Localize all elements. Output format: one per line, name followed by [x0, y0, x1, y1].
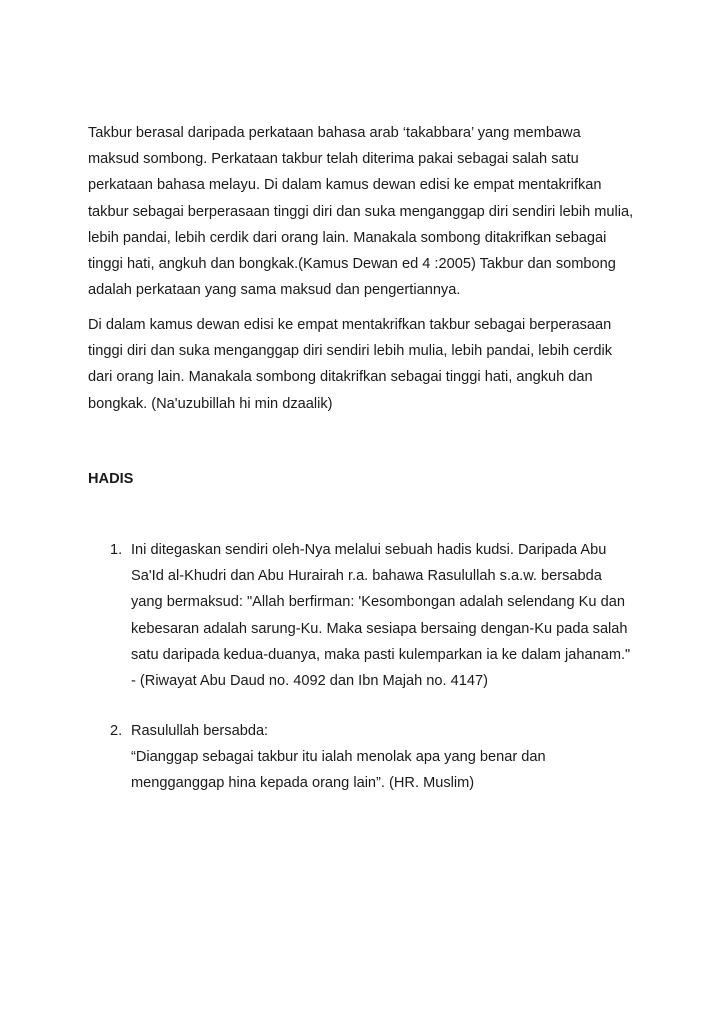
text-line: takbur sebagai berperasaan tinggi diri dan suka menganggap diri sendiri lebih mulia,: [88, 203, 634, 220]
text-line: “Dianggap sebagai takbur itu ialah menolak apa yang benar dan: [131, 749, 546, 766]
text-line: kebesaran adalah sarung-Ku. Maka sesiapa bersaing dengan-Ku pada salah: [131, 620, 628, 637]
text-line: mengganggap hina kepada orang lain”. (HR. Muslim): [131, 775, 475, 792]
section-heading: HADIS: [88, 471, 134, 487]
text-line: Di dalam kamus dewan edisi ke empat mentakrifkan takbur sebagai berperasaan: [88, 317, 612, 333]
list-number: 2.: [110, 723, 123, 739]
text-line: Takbur berasal daripada perkataan bahasa arab ‘takabbara’ yang membawa: [88, 125, 581, 141]
text-line: Sa'Id al-Khudri dan Abu Hurairah r.a. bahawa Rasulullah s.a.w. bersabda: [131, 568, 602, 585]
text-line: Ini ditegaskan sendiri oleh-Nya melalui sebuah hadis kudsi. Daripada Abu: [131, 542, 607, 558]
text-line: maksud sombong. Perkataan takbur telah diterima pakai sebagai salah satu: [88, 151, 579, 168]
text-line: tinggi diri dan suka menganggap diri sendiri lebih mulia, lebih pandai, lebih cerdik: [88, 343, 613, 360]
paragraph-kamus-dewan: [88, 312, 648, 417]
text-line: yang bermaksud: "Allah berfirman: 'Kesombongan adalah selendang Ku dan: [131, 594, 625, 611]
list-item-text: [131, 718, 546, 797]
text-line: dari orang lain. Manakala sombong ditakrifkan sebagai tinggi hati, angkuh dan: [88, 369, 593, 386]
text-line: bongkak. (Na'uzubillah hi min dzaalik): [88, 395, 333, 412]
text-line: satu daripada kedua-duanya, maka pasti kulemparkan ia ke dalam jahanam.": [131, 646, 631, 663]
text-line: adalah perkataan yang sama maksud dan pengertiannya.: [88, 282, 461, 299]
text-line: tinggi hati, angkuh dan bongkak.(Kamus Dewan ed 4 :2005) Takbur dan sombong: [88, 256, 616, 273]
list-number: 1.: [110, 542, 123, 558]
text-line: - (Riwayat Abu Daud no. 4092 dan Ibn Majah no. 4147): [131, 673, 488, 690]
text-line: lebih pandai, lebih cerdik dari orang lain. Manakala sombong ditakrifkan sebagai: [88, 229, 607, 246]
paragraph-takbur-definition: [88, 120, 648, 303]
text-line: Rasulullah bersabda:: [131, 723, 269, 739]
text-line: perkataan bahasa melayu. Di dalam kamus dewan edisi ke empat mentakrifkan: [88, 177, 602, 194]
list-item-text: [131, 537, 630, 694]
